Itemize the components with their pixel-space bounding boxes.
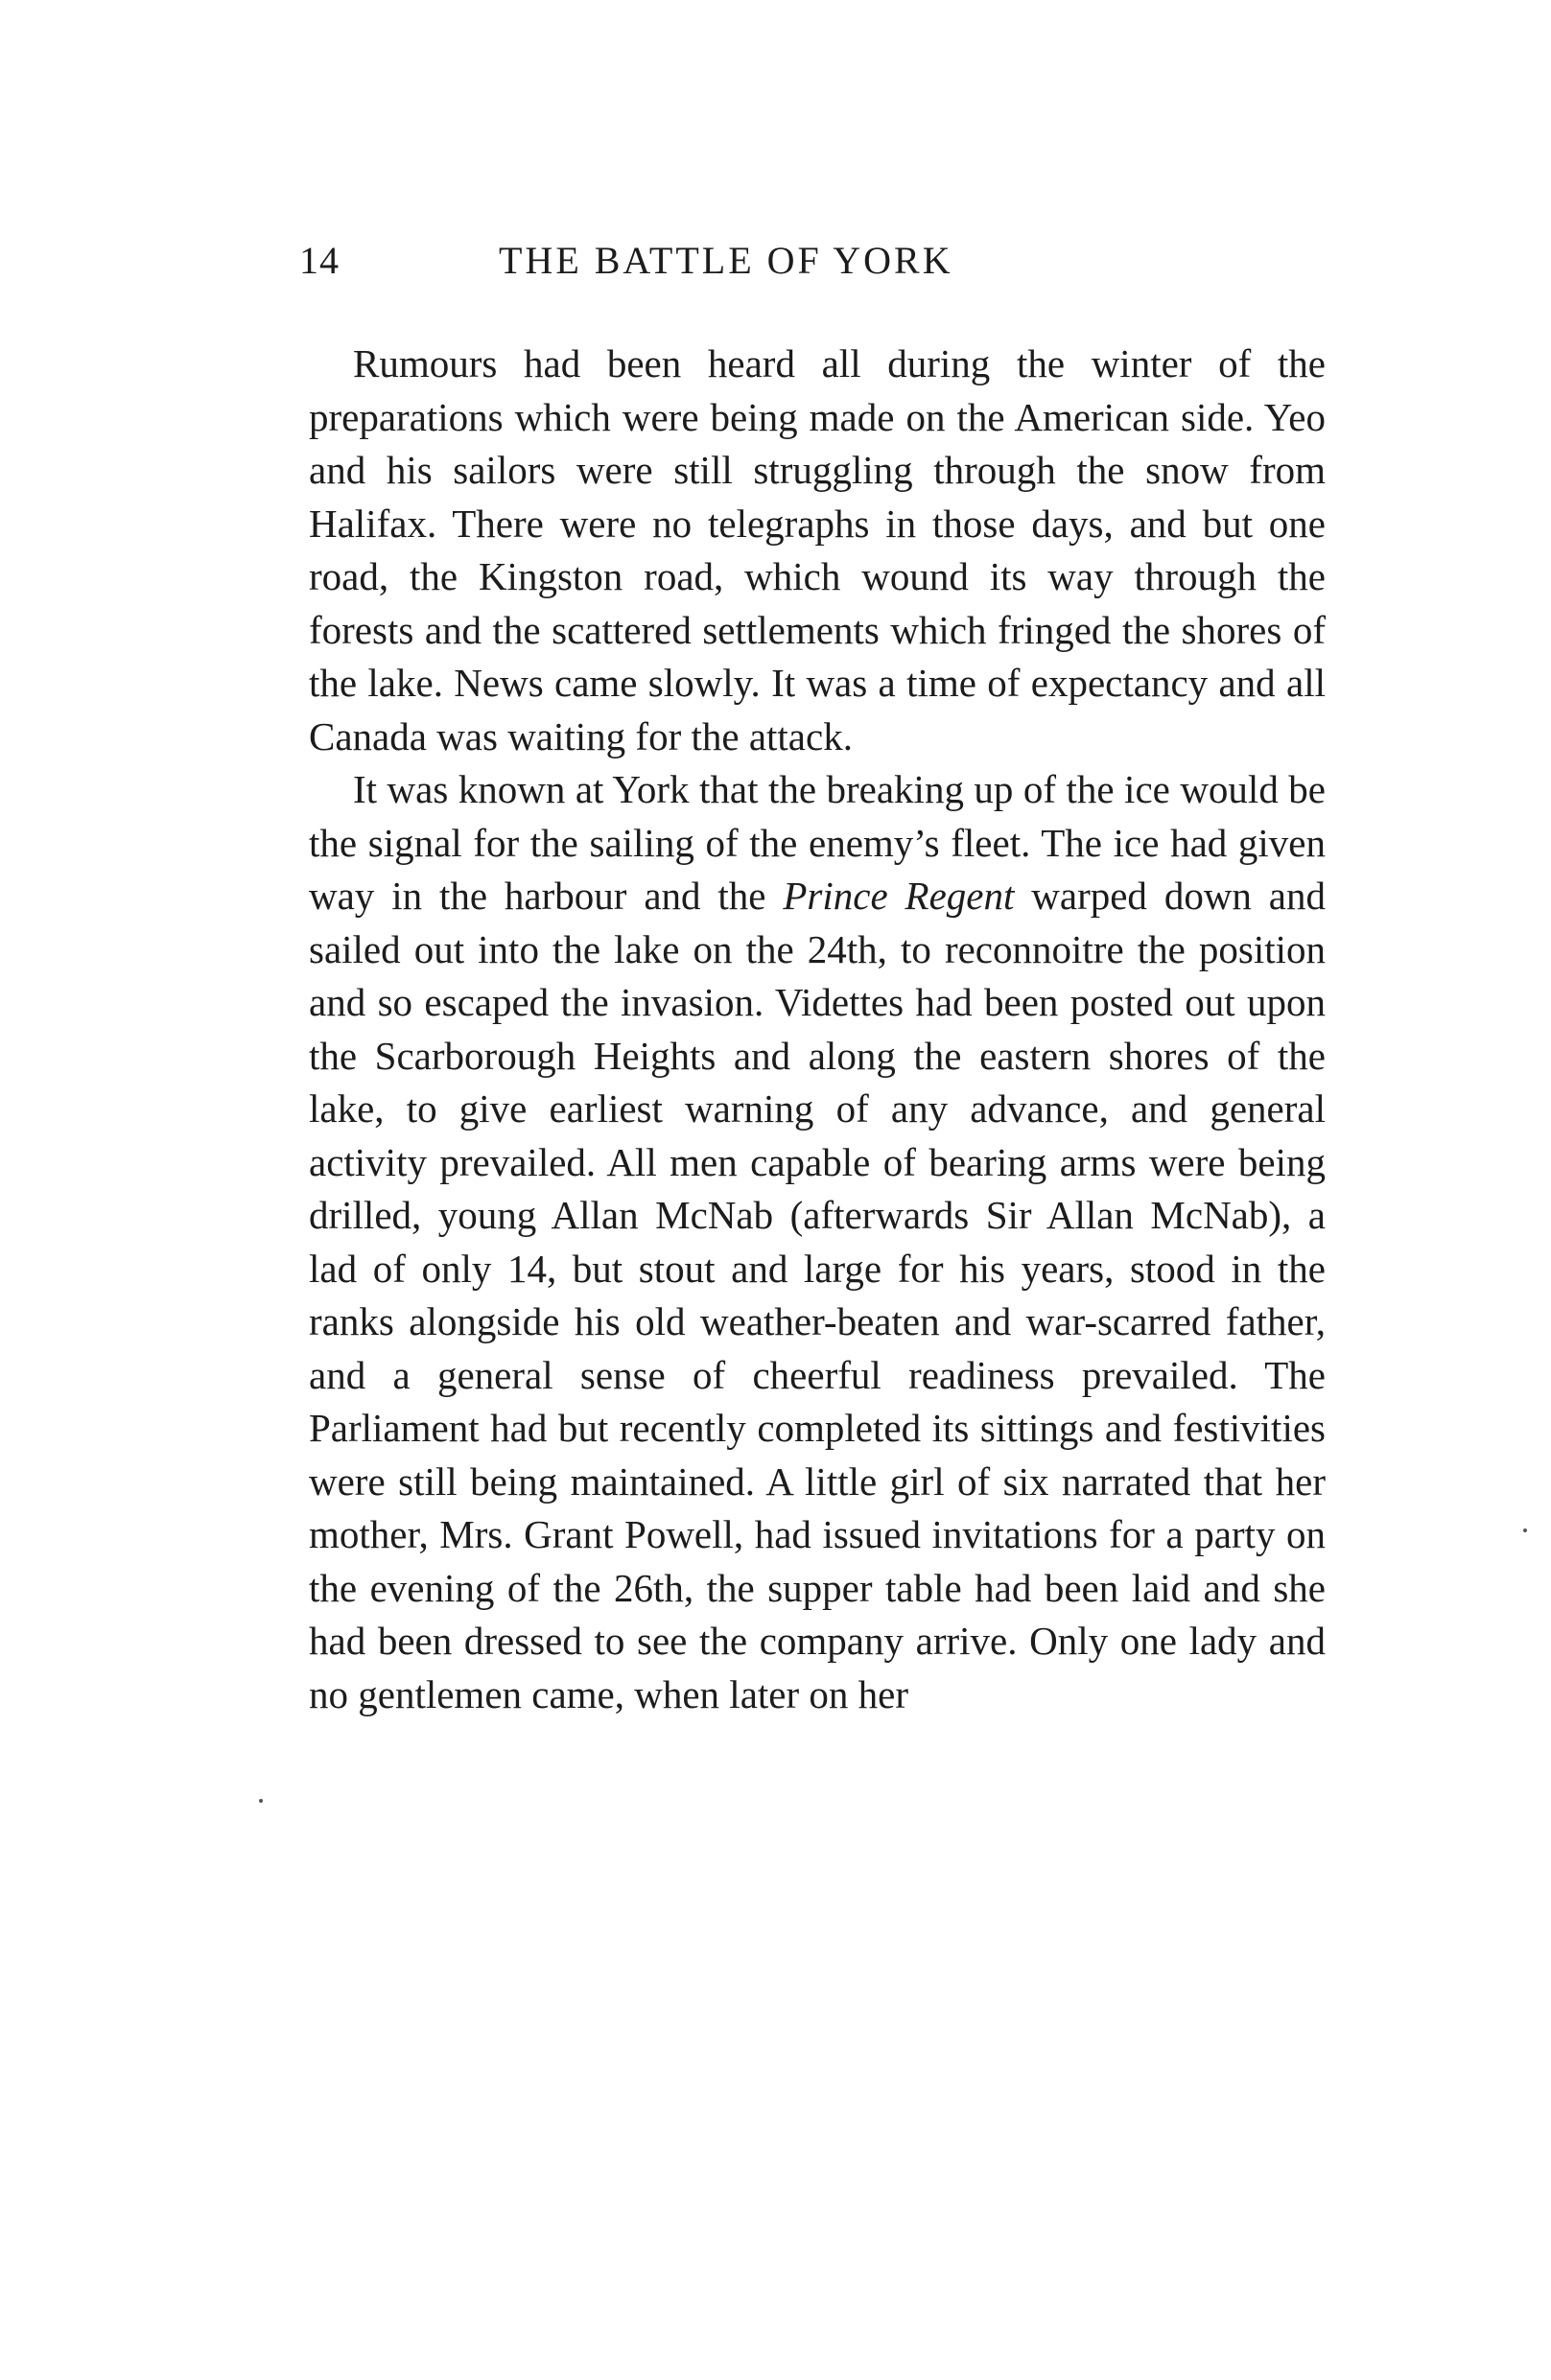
paragraph-1: Rumours had been heard all during the winter of the preparations which were being made on the American side. Yeo and his sailors were still struggling through the snow from Halifax. There were no telegraphs in those days, and but one road, the Kingston road, which wound its way through the forests and the scattered settlements which fringed the shores of the lake. News came slowly. It was a time of expectancy and all Canada was waiting for the attack. [309,341,1326,758]
scan-speck [259,1799,263,1803]
paragraph-2-part-2: warped down and sailed out into the lake on the 24th, to reconnoitre the position and so escaped the invasion. Videttes had been posted out upon the Scarborough Heights and along the eastern shores of the lake, to give earliest warning of any advance, and general activity prevailed. All men capable of bearing arms were being drilled, young Allan McNab (afterwards Sir Allan McNab), a lad of only 14, but stout and large for his years, stood in the ranks alongside his old weather-beaten and war-scarred father, and a general sense of cheerful readiness prevailed. The Parliament had but recently completed its sittings and festivities were still being maintained. A little girl of six narrated that her mother, Mrs. Grant Powell, had issued invitations for a party on the evening of the 26th, the supper table had been laid and she had been dressed to see the company arrive. Only one lady and no gentlemen came, when later on her [309,874,1327,1716]
paragraph-2 [309,763,1326,1721]
page-number: 14 [299,239,340,282]
ship-name-italic: Prince Regent [783,874,1015,918]
body-text [309,338,1326,1721]
paragraph-2-part-1: It was known at York that the breaking up of the ice would be the signal for the sailing of the enemy’s fleet. The ice had given way in the harbour and the [309,767,1326,918]
running-title: THE BATTLE OF YORK [499,239,953,282]
scan-speck [1523,1528,1527,1532]
page-header [299,238,1163,292]
